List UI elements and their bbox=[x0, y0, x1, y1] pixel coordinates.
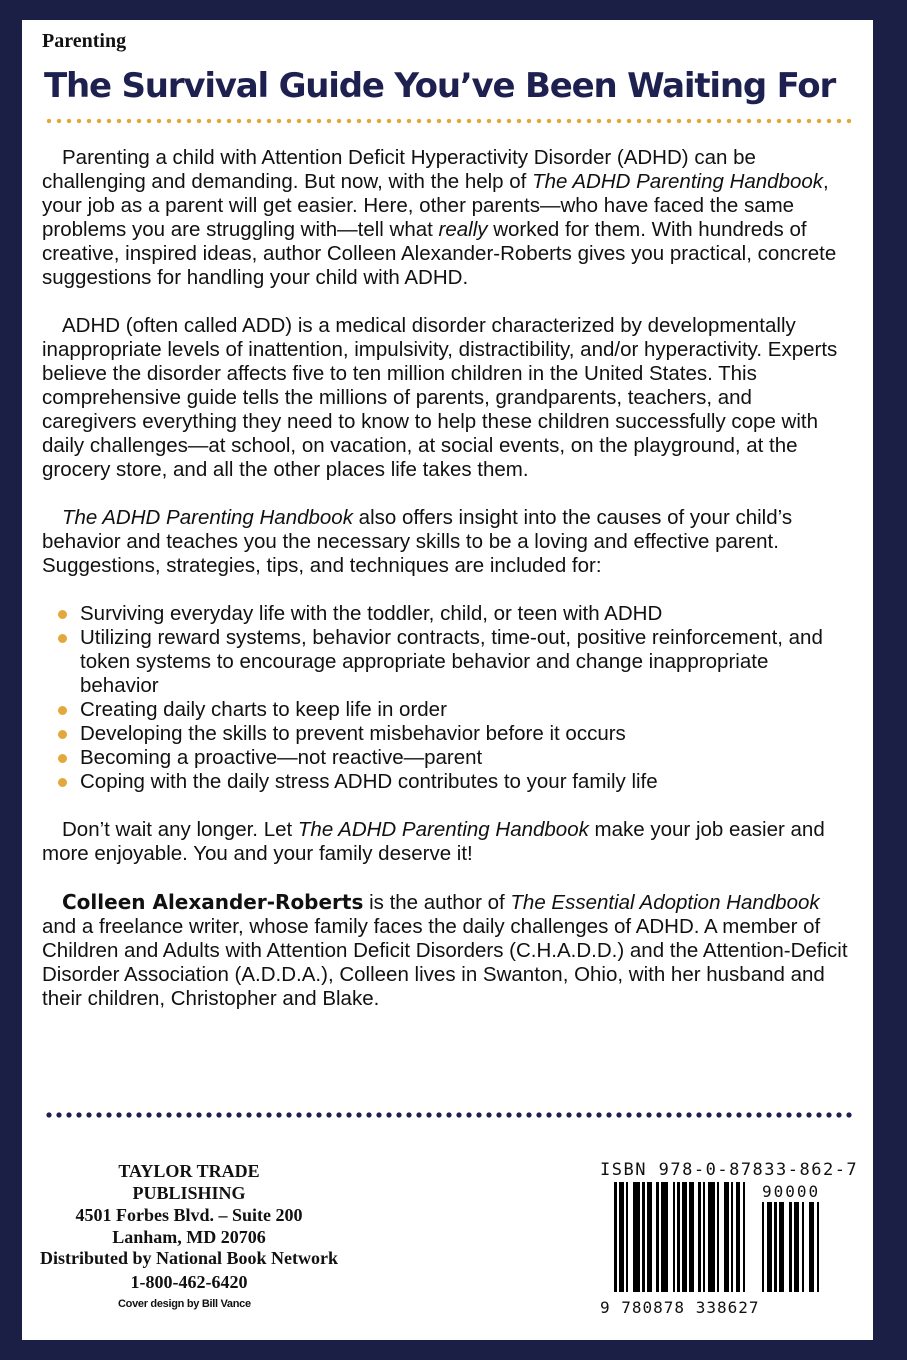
bullet-dot-icon bbox=[58, 754, 67, 763]
list-item: Creating daily charts to keep life in order bbox=[42, 698, 850, 722]
list-item: Utilizing reward systems, behavior contracts, time-out, positive reinforcement, and token systems to encourage appropriate behavior and change inappropriate behavior bbox=[42, 626, 850, 698]
publisher-address-line1: 4501 Forbes Blvd. – Suite 200 bbox=[75, 1205, 303, 1225]
bullet-dot-icon bbox=[58, 706, 67, 715]
bullet-dot-icon bbox=[58, 730, 67, 739]
bullet-dot-icon bbox=[58, 778, 67, 787]
list-item: Coping with the daily stress ADHD contributes to your family life bbox=[42, 770, 850, 794]
list-item: Surviving everyday life with the toddler, child, or teen with ADHD bbox=[42, 602, 850, 626]
insight-paragraph: The ADHD Parenting Handbook also offers insight into the causes of your child’s behavior and teaches you the necessary skills to be a loving and effective parent. Suggestions, strategies, tips, and techniques are included for: bbox=[42, 506, 793, 577]
intro-paragraph: Parenting a child with Attention Deficit Hyperactivity Disorder (ADHD) can be challenging and demanding. But now, with the help of The ADHD Parenting Handbook, your job as a parent will get easier. Here, other parents—who have faced the same problems you are struggling with—tell what really worked for them. With hundreds of creative, inspired ideas, author Colleen Alexander-Roberts gives you practical, concrete suggestions for handling your child with ADHD. bbox=[42, 146, 837, 289]
publisher-address-line2: Lanham, MD 20706 bbox=[112, 1227, 266, 1247]
headline: The Survival Guide You’ve Been Waiting For bbox=[44, 66, 836, 106]
category-label: Parenting bbox=[42, 30, 127, 52]
cover-design-credit: Cover design by Bill Vance bbox=[118, 1298, 251, 1310]
topics-list bbox=[42, 602, 850, 794]
bullet-dot-icon bbox=[58, 634, 67, 643]
description-body bbox=[42, 146, 850, 1035]
book-title: The ADHD Parenting Handbook bbox=[297, 818, 589, 841]
back-cover bbox=[22, 20, 873, 1340]
distributor-line: Distributed by National Book Network bbox=[39, 1248, 339, 1268]
publisher-name: TAYLOR TRADE PUBLISHING bbox=[118, 1161, 260, 1203]
publisher-block bbox=[74, 1160, 304, 1248]
price-addon-code: 90000 bbox=[762, 1182, 821, 1201]
other-book-title: The Essential Adoption Handbook bbox=[510, 891, 820, 914]
distributor-block bbox=[36, 1246, 342, 1294]
gold-dotted-divider bbox=[44, 118, 852, 124]
closing-paragraph: Don’t wait any longer. Let The ADHD Parenting Handbook make your job easier and more enjoyable. You and your family deserve it! bbox=[42, 818, 825, 865]
book-title: The ADHD Parenting Handbook bbox=[62, 506, 353, 529]
book-title: The ADHD Parenting Handbook bbox=[532, 170, 824, 193]
distributor-phone: 1-800-462-6420 bbox=[130, 1272, 248, 1292]
author-bio: Colleen Alexander-Roberts is the author of The Essential Adoption Handbook and a freelance writer, whose family faces the daily challenges of ADHD. A member of Children and Adults with Attention Deficit Disorders (C.H.A.D.D.) and the Attention-Deficit Disorder Association (A.D.D.A.), Colleen lives in Swanton, Ohio, with her husband and their children, Christopher and Blake. bbox=[42, 890, 848, 1010]
list-item: Developing the skills to prevent misbehavior before it occurs bbox=[42, 722, 850, 746]
bullet-dot-icon bbox=[58, 610, 67, 619]
author-name: Colleen Alexander-Roberts bbox=[62, 890, 364, 914]
list-item: Becoming a proactive—not reactive—parent bbox=[42, 746, 850, 770]
isbn-label: ISBN 978-0-87833-862-7 bbox=[600, 1160, 859, 1180]
navy-dotted-divider bbox=[44, 1112, 852, 1118]
adhd-paragraph: ADHD (often called ADD) is a medical disorder characterized by developmentally inappropriate levels of inattention, impulsivity, distractibility, and/or hyperactivity. Experts believe the disorder affects five to ten million children in the United States. This comprehensive guide tells the millions of parents, grandparents, teachers, and caregivers everything they need to know to help these children successfully cope with daily challenges—at school, on vacation, at social events, on the playground, at the grocery store, and all the other places life takes them. bbox=[42, 314, 838, 481]
barcode-number: 9 780878 338627 bbox=[600, 1298, 760, 1317]
